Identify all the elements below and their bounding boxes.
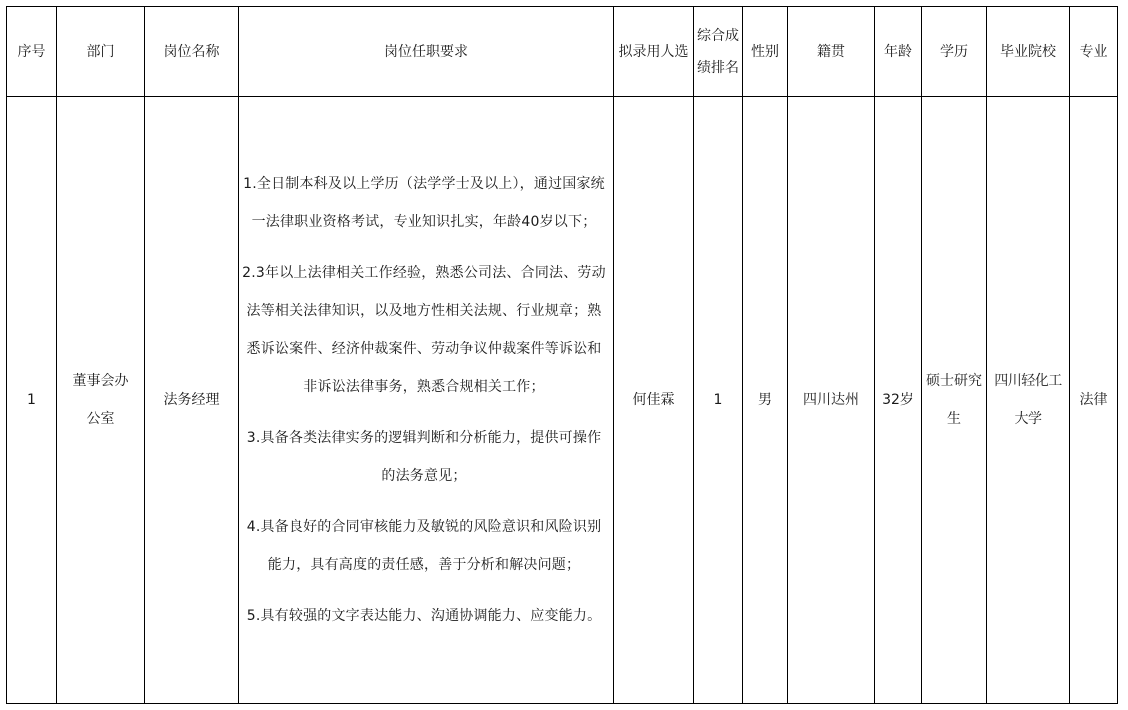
cell-requirements xyxy=(239,97,614,704)
header-position: 岗位名称 xyxy=(145,7,239,97)
header-major: 专业 xyxy=(1070,7,1118,97)
header-education: 学历 xyxy=(922,7,987,97)
header-gender: 性别 xyxy=(743,7,788,97)
cell-school: 四川轻化工大学 xyxy=(987,97,1070,704)
requirement-item: 5.具有较强的文字表达能力、沟通协调能力、应变能力。 xyxy=(246,608,602,624)
header-native-place: 籍贯 xyxy=(788,7,875,97)
cell-major: 法律 xyxy=(1070,97,1118,704)
cell-index: 1 xyxy=(7,97,57,704)
cell-age: 32岁 xyxy=(875,97,922,704)
recruitment-table xyxy=(6,6,1118,704)
header-row xyxy=(7,7,1118,97)
cell-rank: 1 xyxy=(694,97,743,704)
header-school: 毕业院校 xyxy=(987,7,1070,97)
cell-department: 董事会办公室 xyxy=(57,97,145,704)
cell-position: 法务经理 xyxy=(145,97,239,704)
requirement-item: 4.具备良好的合同审核能力及敏锐的风险意识和风险识别能力，具有高度的责任感，善于分析和解决问题； xyxy=(246,519,602,573)
requirements-list xyxy=(239,165,613,635)
table-row xyxy=(7,97,1118,704)
header-candidate: 拟录用人选 xyxy=(614,7,694,97)
requirement-item: 3.具备各类法律实务的逻辑判断和分析能力，提供可操作的法务意见； xyxy=(246,430,602,484)
requirement-item: 1.全日制本科及以上学历（法学学士及以上），通过国家统一法律职业资格考试，专业知识扎实，年龄40岁以下； xyxy=(243,176,605,230)
cell-native-place: 四川达州 xyxy=(788,97,875,704)
header-rank: 综合成绩排名 xyxy=(694,7,743,97)
cell-gender: 男 xyxy=(743,97,788,704)
cell-candidate: 何佳霖 xyxy=(614,97,694,704)
header-requirements: 岗位任职要求 xyxy=(239,7,614,97)
header-age: 年龄 xyxy=(875,7,922,97)
requirement-item: 2.3年以上法律相关工作经验，熟悉公司法、合同法、劳动法等相关法律知识，以及地方性相关法规、行业规章；熟悉诉讼案件、经济仲裁案件、劳动争议仲裁案件等诉讼和非诉讼法律事务，熟悉合规相关工作； xyxy=(242,265,606,395)
cell-education: 硕士研究生 xyxy=(922,97,987,704)
header-index: 序号 xyxy=(7,7,57,97)
header-department: 部门 xyxy=(57,7,145,97)
